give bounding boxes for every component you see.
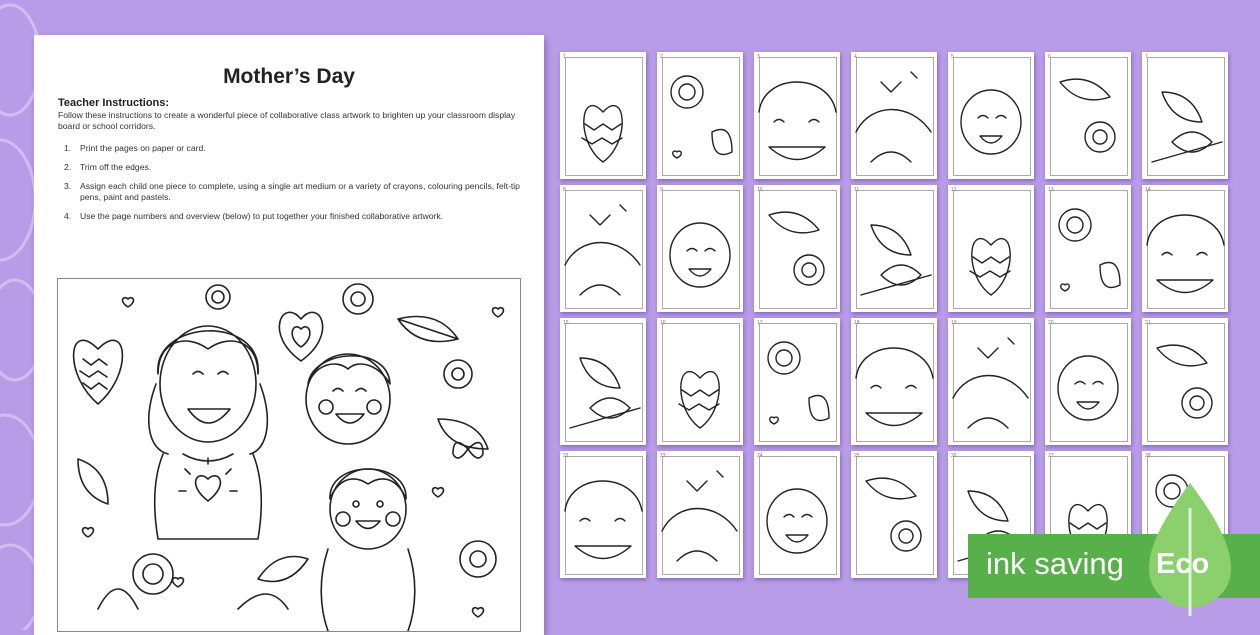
page-number: 27: [1048, 453, 1054, 459]
printable-page-tile: [851, 185, 937, 312]
printable-page-tile: [1142, 185, 1228, 312]
printable-page-tile: [560, 451, 646, 578]
page-number: 18: [854, 320, 860, 326]
page-line-art: [851, 451, 937, 578]
printable-page-tile: [1045, 318, 1131, 445]
printable-page-tile: [1142, 318, 1228, 445]
page-line-art: [948, 185, 1034, 312]
page-number: 10: [757, 187, 763, 193]
page-line-art: [1142, 52, 1228, 179]
printable-page-tile: [657, 451, 743, 578]
page-line-art: [754, 185, 840, 312]
page-line-art: [560, 451, 646, 578]
page-line-art: [851, 318, 937, 445]
printable-page-tile: [754, 52, 840, 179]
page-number: 21: [1145, 320, 1151, 326]
page-number: 5: [951, 54, 954, 60]
page-line-art: [560, 185, 646, 312]
instruction-step: 1. Print the pages on paper or card.: [64, 143, 206, 153]
page-number: 4: [854, 54, 857, 60]
printable-page-tile: [657, 52, 743, 179]
printable-page-tile: [754, 451, 840, 578]
page-number: 6: [1048, 54, 1051, 60]
printable-page-tile: [657, 318, 743, 445]
page-line-art: [657, 318, 743, 445]
page-number: 13: [1048, 187, 1054, 193]
printable-page-tile: [851, 52, 937, 179]
printable-page-tile: [657, 185, 743, 312]
page-line-art: [1045, 318, 1131, 445]
page-number: 17: [757, 320, 763, 326]
page-line-art: [754, 318, 840, 445]
instruction-step: 2. Trim off the edges.: [64, 162, 152, 172]
page-line-art: [560, 318, 646, 445]
page-line-art: [1045, 52, 1131, 179]
printable-page-tile: [851, 318, 937, 445]
printable-page-tile: [851, 451, 937, 578]
page-line-art: [851, 185, 937, 312]
page-line-art: [851, 52, 937, 179]
page-number: 22: [563, 453, 569, 459]
printable-page-tile: [754, 318, 840, 445]
page-line-art: [560, 52, 646, 179]
instructions-heading: Teacher Instructions:: [58, 97, 170, 109]
page-number: 26: [951, 453, 957, 459]
page-number: 19: [951, 320, 957, 326]
page-number: 14: [1145, 187, 1151, 193]
page-line-art: [1142, 185, 1228, 312]
page-line-art: [657, 185, 743, 312]
page-line-art: [754, 52, 840, 179]
printable-page-tile: [1142, 52, 1228, 179]
printable-page-tile: [560, 52, 646, 179]
instruction-step: 4. Use the page numbers and overview (below) to put together your finished collaborative artwork.: [64, 211, 444, 221]
page-number: 9: [660, 187, 663, 193]
page-line-art: [1142, 318, 1228, 445]
printable-page-tile: [1045, 185, 1131, 312]
page-line-art: [754, 451, 840, 578]
printable-page-tile: [1045, 52, 1131, 179]
page-number: 8: [563, 187, 566, 193]
page-number: 25: [854, 453, 860, 459]
colouring-artwork-illustration: [58, 279, 520, 631]
badge-label: ink saving: [986, 546, 1124, 581]
artwork-overview-image: [57, 278, 521, 632]
printable-page-tile: [948, 318, 1034, 445]
page-line-art: [657, 451, 743, 578]
page-number: 16: [660, 320, 666, 326]
printable-page-tile: [560, 318, 646, 445]
page-number: 24: [757, 453, 763, 459]
page-number: 28: [1145, 453, 1151, 459]
page-number: 1: [563, 54, 566, 60]
eco-label: Eco: [1156, 548, 1210, 580]
page-number: 11: [854, 187, 860, 193]
instruction-steps: [58, 143, 520, 230]
instruction-step: 3. Assign each child one piece to complete, using a single art medium or a variety of crayons, colouring pencils, felt-tip pens, paint and pastels.: [64, 181, 520, 202]
printable-page-tile: [948, 52, 1034, 179]
instruction-sheet: [34, 35, 544, 635]
page-line-art: [948, 318, 1034, 445]
page-number: 15: [563, 320, 569, 326]
page-number: 3: [757, 54, 760, 60]
page-number: 2: [660, 54, 663, 60]
page-number: 7: [1145, 54, 1148, 60]
printable-page-tile: [948, 185, 1034, 312]
page-number: 12: [951, 187, 957, 193]
page-title: Mother’s Day: [223, 65, 355, 88]
printable-page-tile: [754, 185, 840, 312]
printable-page-tile: [560, 185, 646, 312]
page-line-art: [657, 52, 743, 179]
page-line-art: [1045, 185, 1131, 312]
page-number: 23: [660, 453, 666, 459]
page-line-art: [948, 52, 1034, 179]
page-number: 20: [1048, 320, 1054, 326]
instructions-intro: Follow these instructions to create a wonderful piece of collaborative class artwork to brighten up your classroom display board or school corridors.: [58, 110, 516, 131]
